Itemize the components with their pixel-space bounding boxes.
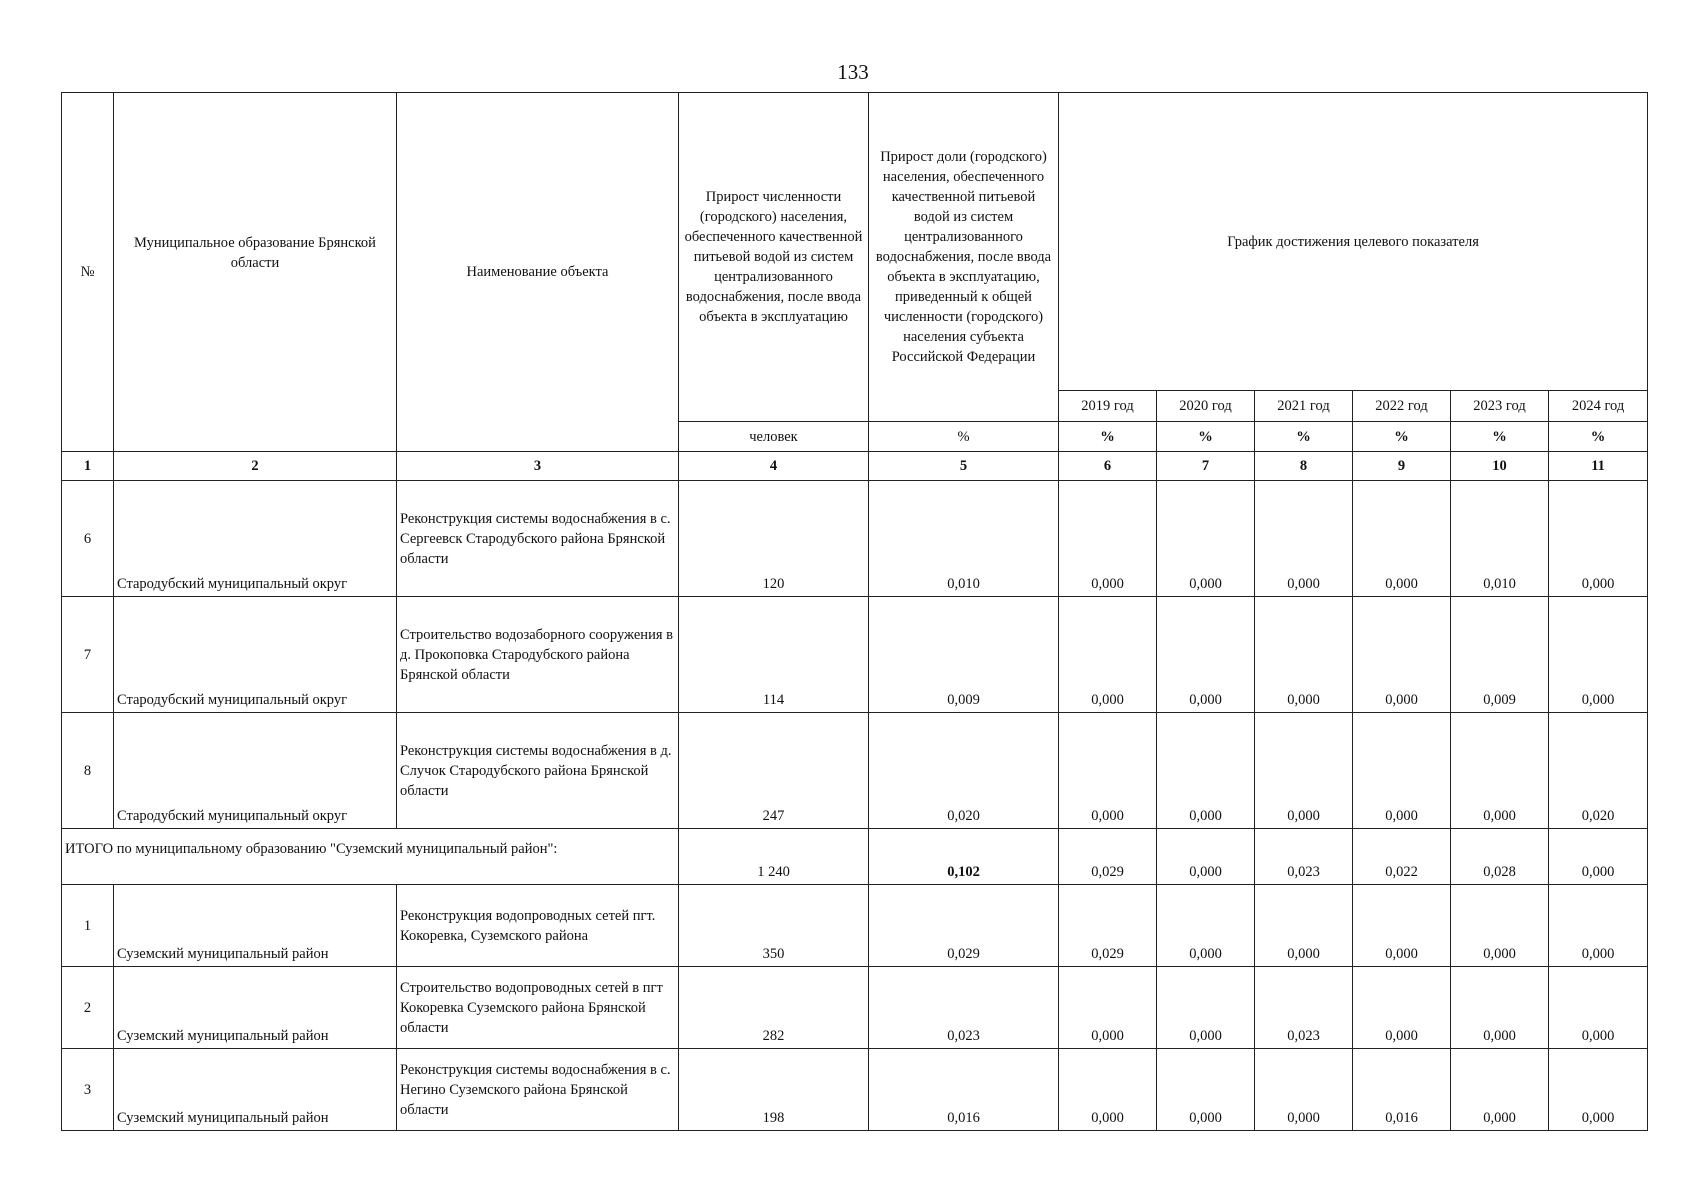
column-number: 8 [1255, 452, 1353, 481]
municipality-cell: Стародубский муниципальный округ [114, 481, 397, 597]
total-year-value-cell: 0,000 [1549, 829, 1648, 885]
target-indicator-table [61, 92, 1648, 1131]
year-value-cell: 0,029 [1059, 885, 1157, 967]
column-number: 4 [679, 452, 869, 481]
column-numbers-row [62, 452, 1648, 481]
unit-percent: % [1353, 422, 1451, 452]
share-cell: 0,010 [869, 481, 1059, 597]
column-number: 2 [114, 452, 397, 481]
share-cell: 0,029 [869, 885, 1059, 967]
total-label: ИТОГО по муниципальному образованию "Суземский муниципальный район": [62, 829, 679, 885]
table-row [62, 885, 1648, 967]
unit-percent: % [1451, 422, 1549, 452]
row-number: 6 [62, 481, 114, 597]
total-year-value-cell: 0,023 [1255, 829, 1353, 885]
unit-percent: % [1549, 422, 1648, 452]
row-number: 3 [62, 1049, 114, 1131]
row-number: 2 [62, 967, 114, 1049]
table-row [62, 713, 1648, 829]
year-value-cell: 0,000 [1255, 1049, 1353, 1131]
table-row [62, 481, 1648, 597]
year-value-cell: 0,000 [1353, 597, 1451, 713]
population-cell: 247 [679, 713, 869, 829]
year-value-cell: 0,000 [1549, 597, 1648, 713]
header-object-name: Наименование объекта [397, 93, 679, 452]
header-year: 2021 год [1255, 391, 1353, 422]
year-value-cell: 0,000 [1451, 1049, 1549, 1131]
page-number: 133 [837, 60, 869, 84]
year-value-cell: 0,023 [1255, 967, 1353, 1049]
year-value-cell: 0,000 [1059, 967, 1157, 1049]
year-value-cell: 0,009 [1451, 597, 1549, 713]
unit-percent: % [1059, 422, 1157, 452]
total-year-value-cell: 0,028 [1451, 829, 1549, 885]
column-number: 10 [1451, 452, 1549, 481]
year-value-cell: 0,010 [1451, 481, 1549, 597]
unit-percent: % [1255, 422, 1353, 452]
header-schedule: График достижения целевого показателя [1059, 93, 1648, 391]
year-value-cell: 0,000 [1157, 1049, 1255, 1131]
year-value-cell: 0,000 [1451, 713, 1549, 829]
object-name-cell: Реконструкция системы водоснабжения в с. Негино Суземского района Брянской области [397, 1049, 679, 1131]
column-number: 1 [62, 452, 114, 481]
year-value-cell: 0,000 [1157, 597, 1255, 713]
total-year-value-cell: 0,029 [1059, 829, 1157, 885]
year-value-cell: 0,000 [1549, 885, 1648, 967]
population-cell: 198 [679, 1049, 869, 1131]
population-cell: 120 [679, 481, 869, 597]
year-value-cell: 0,000 [1255, 885, 1353, 967]
year-value-cell: 0,000 [1451, 885, 1549, 967]
object-name-cell: Строительство водозаборного сооружения в д. Прокоповка Стародубского района Брянской области [397, 597, 679, 713]
year-value-cell: 0,000 [1059, 1049, 1157, 1131]
municipality-cell: Суземский муниципальный район [114, 967, 397, 1049]
year-value-cell: 0,000 [1059, 713, 1157, 829]
share-cell: 0,023 [869, 967, 1059, 1049]
year-value-cell: 0,000 [1255, 597, 1353, 713]
year-value-cell: 0,020 [1549, 713, 1648, 829]
object-name-cell: Строительство водопроводных сетей в пгт Кокоревка Суземского района Брянской области [397, 967, 679, 1049]
header-no: № [62, 93, 114, 452]
year-value-cell: 0,016 [1353, 1049, 1451, 1131]
object-name-cell: Реконструкция системы водоснабжения в с. Сергеевск Стародубского района Брянской области [397, 481, 679, 597]
year-value-cell: 0,000 [1353, 481, 1451, 597]
year-value-cell: 0,000 [1255, 713, 1353, 829]
total-year-value-cell: 0,000 [1157, 829, 1255, 885]
total-share-cell: 0,102 [869, 829, 1059, 885]
year-value-cell: 0,000 [1549, 967, 1648, 1049]
table-row [62, 597, 1648, 713]
unit-percent: % [1157, 422, 1255, 452]
year-value-cell: 0,000 [1059, 597, 1157, 713]
municipality-cell: Суземский муниципальный район [114, 1049, 397, 1131]
header-year: 2024 год [1549, 391, 1648, 422]
year-value-cell: 0,000 [1157, 481, 1255, 597]
unit-population: человек [679, 422, 869, 452]
header-municipality: Муниципальное образование Брянской области [114, 93, 397, 452]
object-name-cell: Реконструкция системы водоснабжения в д. Случок Стародубского района Брянской области [397, 713, 679, 829]
column-number: 5 [869, 452, 1059, 481]
row-number: 7 [62, 597, 114, 713]
total-population-cell: 1 240 [679, 829, 869, 885]
year-value-cell: 0,000 [1549, 1049, 1648, 1131]
total-year-value-cell: 0,022 [1353, 829, 1451, 885]
column-number: 11 [1549, 452, 1648, 481]
municipality-cell: Стародубский муниципальный округ [114, 597, 397, 713]
header-year: 2020 год [1157, 391, 1255, 422]
population-cell: 350 [679, 885, 869, 967]
header-year: 2022 год [1353, 391, 1451, 422]
header-year: 2019 год [1059, 391, 1157, 422]
object-name-cell: Реконструкция водопроводных сетей пгт. Кокоревка, Суземского района [397, 885, 679, 967]
row-number: 1 [62, 885, 114, 967]
table-row [62, 1049, 1648, 1131]
population-cell: 114 [679, 597, 869, 713]
column-number: 9 [1353, 452, 1451, 481]
year-value-cell: 0,000 [1157, 967, 1255, 1049]
year-value-cell: 0,000 [1549, 481, 1648, 597]
year-value-cell: 0,000 [1157, 885, 1255, 967]
header-year: 2023 год [1451, 391, 1549, 422]
year-value-cell: 0,000 [1157, 713, 1255, 829]
municipality-cell: Стародубский муниципальный округ [114, 713, 397, 829]
year-value-cell: 0,000 [1451, 967, 1549, 1049]
year-value-cell: 0,000 [1353, 885, 1451, 967]
municipality-cell: Суземский муниципальный район [114, 885, 397, 967]
year-value-cell: 0,000 [1353, 967, 1451, 1049]
column-number: 7 [1157, 452, 1255, 481]
column-number: 6 [1059, 452, 1157, 481]
share-cell: 0,020 [869, 713, 1059, 829]
population-cell: 282 [679, 967, 869, 1049]
header-share-increase: Прирост доли (городского) населения, обеспеченного качественной питьевой водой из систем централизованного водоснабжения, после ввода объекта в эксплуатацию, приведенный к общей численности (городского) населения субъекта Российской Федерации [869, 93, 1059, 422]
header-row [62, 93, 1648, 391]
year-value-cell: 0,000 [1059, 481, 1157, 597]
table-row [62, 967, 1648, 1049]
unit-percent: % [869, 422, 1059, 452]
column-number: 3 [397, 452, 679, 481]
year-value-cell: 0,000 [1353, 713, 1451, 829]
total-row [62, 829, 1648, 885]
header-population-increase: Прирост численности (городского) населения, обеспеченного качественной питьевой водой из систем централизованного водоснабжения, после ввода объекта в эксплуатацию [679, 93, 869, 422]
share-cell: 0,009 [869, 597, 1059, 713]
share-cell: 0,016 [869, 1049, 1059, 1131]
row-number: 8 [62, 713, 114, 829]
year-value-cell: 0,000 [1255, 481, 1353, 597]
